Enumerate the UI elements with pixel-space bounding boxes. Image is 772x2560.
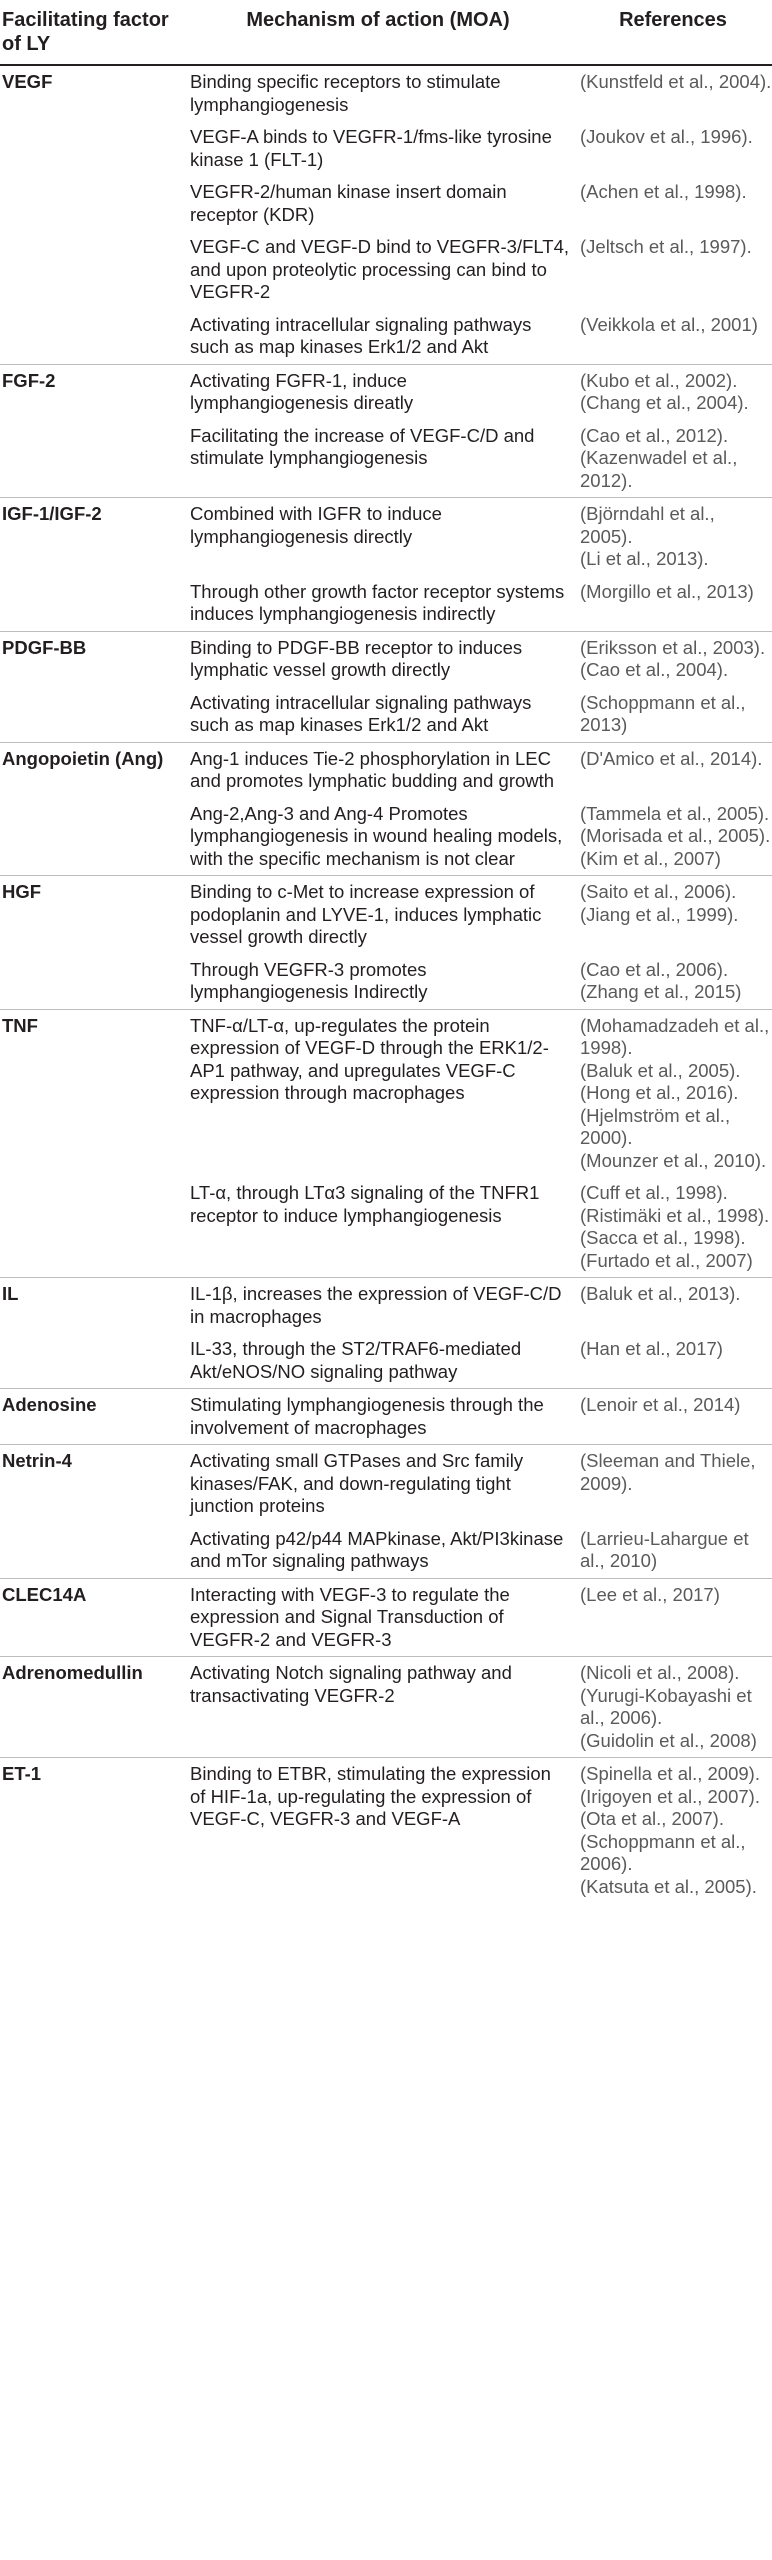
mechanism-cell: Binding to ETBR, stimulating the expression of HIF-1a, up-regulating the expression of VEGF-C, VEGFR-3 and VEGF-A (182, 1758, 574, 1904)
reference-citation: (Achen et al., 1998). (580, 181, 747, 202)
reference-citation: (Ristimäki et al., 1998). (580, 1204, 770, 1226)
references-cell (574, 364, 772, 420)
mechanism-cell: IL-1β, increases the expression of VEGF-C/D in macrophages (182, 1278, 574, 1334)
references-cell (574, 1333, 772, 1389)
factor-cell: IL (0, 1278, 182, 1389)
references-cell (574, 231, 772, 309)
references-cell (574, 798, 772, 876)
mechanism-cell: Ang-1 induces Tie-2 phosphorylation in LEC and promotes lymphatic budding and growth (182, 742, 574, 798)
reference-citation: (Mohamadzadeh et al., 1998). (580, 1014, 770, 1058)
reference-citation: (Lenoir et al., 2014) (580, 1394, 741, 1415)
references-cell (574, 1523, 772, 1579)
table-row (0, 1578, 772, 1657)
table-header (0, 0, 772, 65)
table-row (0, 1278, 772, 1334)
reference-citation: (Kim et al., 2007) (580, 847, 721, 869)
references-cell (574, 954, 772, 1010)
factor-cell: CLEC14A (0, 1578, 182, 1657)
reference-citation: (Tammela et al., 2005). (580, 802, 770, 824)
mechanism-cell: Ang-2,Ang-3 and Ang-4 Promotes lymphangiogenesis in wound healing models, with the specific mechanism is not clear (190, 802, 563, 869)
references-cell (574, 1389, 772, 1445)
reference-citation: (Mounzer et al., 2010). (580, 1149, 767, 1171)
reference-citation: (Morgillo et al., 2013) (580, 580, 754, 602)
reference-citation: (Chang et al., 2004). (580, 392, 749, 413)
mechanism-cell: Binding to PDGF-BB receptor to induces lymphatic vessel growth directly (182, 631, 574, 687)
table-row (0, 742, 772, 798)
table-row (0, 65, 772, 121)
reference-citation: (Veikkola et al., 2001) (580, 313, 758, 335)
references-cell (574, 742, 772, 798)
table-row (0, 1009, 772, 1177)
reference-citation: (Schoppmann et al., 2013) (580, 691, 746, 735)
factor-cell: PDGF-BB (0, 631, 182, 742)
reference-citation: (Björndahl et al., 2005). (580, 503, 715, 547)
mechanism-cell: Combined with IGFR to induce lymphangiogenesis directly (182, 498, 574, 576)
mechanism-cell: IL-33, through the ST2/TRAF6-mediated Akt/eNOS/NO signaling pathway (190, 1338, 522, 1382)
reference-citation: (Spinella et al., 2009). (580, 1763, 760, 1784)
factor-cell: Adrenomedullin (0, 1657, 182, 1758)
references-cell (574, 631, 772, 687)
mechanism-cell: Stimulating lymphangiogenesis through the involvement of macrophages (182, 1389, 574, 1445)
reference-citation: (Cao et al., 2004). (580, 659, 729, 680)
table-row (0, 631, 772, 687)
mechanism-cell: Facilitating the increase of VEGF-C/D and stimulate lymphangiogenesis (190, 424, 535, 468)
mechanism-cell: Activating FGFR-1, induce lymphangiogenesis direatly (182, 364, 574, 420)
reference-citation: (Cao et al., 2012). (580, 424, 729, 446)
mechanism-cell: VEGFR-2/human kinase insert domain receptor (KDR) (190, 181, 507, 225)
mechanism-cell: Interacting with VEGF-3 to regulate the expression and Signal Transduction of VEGFR-2 and VEGFR-3 (182, 1578, 574, 1657)
reference-citation: (Kubo et al., 2002). (580, 369, 738, 391)
references-cell (574, 1177, 772, 1278)
table-row (0, 1657, 772, 1758)
reference-citation: (Jiang et al., 1999). (580, 903, 739, 925)
reference-citation: (Lee et al., 2017) (580, 1583, 720, 1605)
reference-citation: (Joukov et al., 1996). (580, 126, 753, 147)
mechanism-cell: Through VEGFR-3 promotes lymphangiogenesis Indirectly (190, 958, 428, 1002)
reference-citation: (Irigoyen et al., 2007). (580, 1785, 760, 1807)
header-row (0, 0, 772, 65)
factor-cell: VEGF (2, 71, 53, 92)
reference-citation: (Ota et al., 2007). (580, 1808, 724, 1829)
references-cell (574, 1758, 772, 1904)
reference-citation: (Saito et al., 2006). (580, 881, 737, 902)
reference-citation: (Hong et al., 2016). (580, 1082, 739, 1103)
reference-citation: (Schoppmann et al., 2006). (580, 1830, 746, 1874)
reference-citation: (Eriksson et al., 2003). (580, 636, 766, 658)
factor-cell: TNF (0, 1009, 182, 1278)
reference-citation: (Baluk et al., 2005). (580, 1059, 741, 1081)
table-row (0, 1758, 772, 1904)
reference-citation: (Larrieu-Lahargue et al., 2010) (580, 1527, 749, 1571)
factor-cell: Netrin-4 (0, 1445, 182, 1579)
header-mechanism: Mechanism of action (MOA) (246, 9, 510, 31)
reference-citation: (Hjelmström et al., 2000). (580, 1104, 731, 1148)
mechanism-cell: TNF-α/LT-α, up-regulates the protein expression of VEGF-D through the ERK1/2-AP1 pathway, and upregulates VEGF-C expression through macrophages (182, 1009, 574, 1177)
reference-citation: (Katsuta et al., 2005). (580, 1875, 757, 1897)
factor-cell: HGF (0, 876, 182, 1010)
reference-citation: (Furtado et al., 2007) (580, 1249, 753, 1271)
references-cell (574, 576, 772, 632)
table-row (0, 364, 772, 420)
reference-citation: (Sacca et al., 1998). (580, 1227, 746, 1248)
mechanism-cell: Binding specific receptors to stimulate lymphangiogenesis (190, 71, 501, 115)
factor-cell: FGF-2 (0, 364, 182, 498)
references-cell (574, 1278, 772, 1334)
mechanism-cell: Through other growth factor receptor systems induces lymphangiogenesis indirectly (190, 580, 565, 624)
references-cell (574, 121, 772, 176)
references-cell (574, 65, 772, 121)
table-body (0, 65, 772, 1903)
table-row (0, 1389, 772, 1445)
references-cell (574, 876, 772, 954)
mechanism-cell: LT-α, through LTα3 signaling of the TNFR1 receptor to induce lymphangiogenesis (190, 1182, 540, 1226)
reference-citation: (Jeltsch et al., 1997). (580, 236, 752, 257)
mechanism-cell: Binding to c-Met to increase expression of podoplanin and LYVE-1, induces lymphatic vessel growth directly (182, 876, 574, 954)
mechanism-cell: Activating small GTPases and Src family kinases/FAK, and down-regulating tight junction proteins (182, 1445, 574, 1523)
table-row (0, 498, 772, 576)
mechanism-cell: Activating Notch signaling pathway and transactivating VEGFR-2 (182, 1657, 574, 1758)
header-factor: Facilitating factor of LY (2, 9, 169, 55)
factor-cell: IGF-1/IGF-2 (0, 498, 182, 632)
factor-cell: Angopoietin (Ang) (0, 742, 182, 876)
table-row (0, 876, 772, 954)
mechanism-cell: Activating p42/p44 MAPkinase, Akt/PI3kinase and mTor signaling pathways (190, 1527, 564, 1571)
references-cell (574, 309, 772, 365)
references-cell (574, 1445, 772, 1523)
reference-citation: (Nicoli et al., 2008). (580, 1662, 740, 1683)
reference-citation: (Baluk et al., 2013). (580, 1283, 741, 1304)
reference-citation: (Zhang et al., 2015) (580, 981, 742, 1002)
reference-citation: (Cao et al., 2006). (580, 958, 729, 980)
reference-citation: (Han et al., 2017) (580, 1338, 723, 1359)
reference-citation: (Cuff et al., 1998). (580, 1182, 728, 1203)
reference-citation: (Kazenwadel et al., 2012). (580, 447, 738, 491)
reference-citation: (Kunstfeld et al., 2004). (580, 71, 772, 92)
references-cell (574, 498, 772, 576)
mechanism-cell: Activating intracellular signaling pathways such as map kinases Erk1/2 and Akt (190, 691, 532, 735)
mechanism-cell: VEGF-C and VEGF-D bind to VEGFR-3/FLT4, and upon proteolytic processing can bind to VEGFR-2 (190, 236, 570, 302)
reference-citation: (D'Amico et al., 2014). (580, 747, 763, 769)
reference-citation: (Li et al., 2013). (580, 548, 709, 569)
factor-cell: Adenosine (0, 1389, 182, 1445)
factor-cell: ET-1 (0, 1758, 182, 1904)
reference-citation: (Morisada et al., 2005). (580, 825, 771, 846)
mechanism-cell: Activating intracellular signaling pathways such as map kinases Erk1/2 and Akt (190, 313, 532, 357)
references-cell (574, 1009, 772, 1177)
reference-citation: (Yurugi-Kobayashi et al., 2006). (580, 1684, 752, 1728)
references-cell (574, 687, 772, 743)
references-cell (574, 1578, 772, 1657)
mechanism-cell: VEGF-A binds to VEGFR-1/fms-like tyrosine kinase 1 (FLT-1) (190, 126, 552, 170)
references-cell (574, 420, 772, 498)
references-cell (574, 1657, 772, 1758)
header-references: References (619, 9, 727, 31)
table-row (0, 1445, 772, 1523)
reference-citation: (Guidolin et al., 2008) (580, 1729, 757, 1751)
reference-citation: (Sleeman and Thiele, 2009). (580, 1450, 756, 1494)
references-cell (574, 176, 772, 231)
